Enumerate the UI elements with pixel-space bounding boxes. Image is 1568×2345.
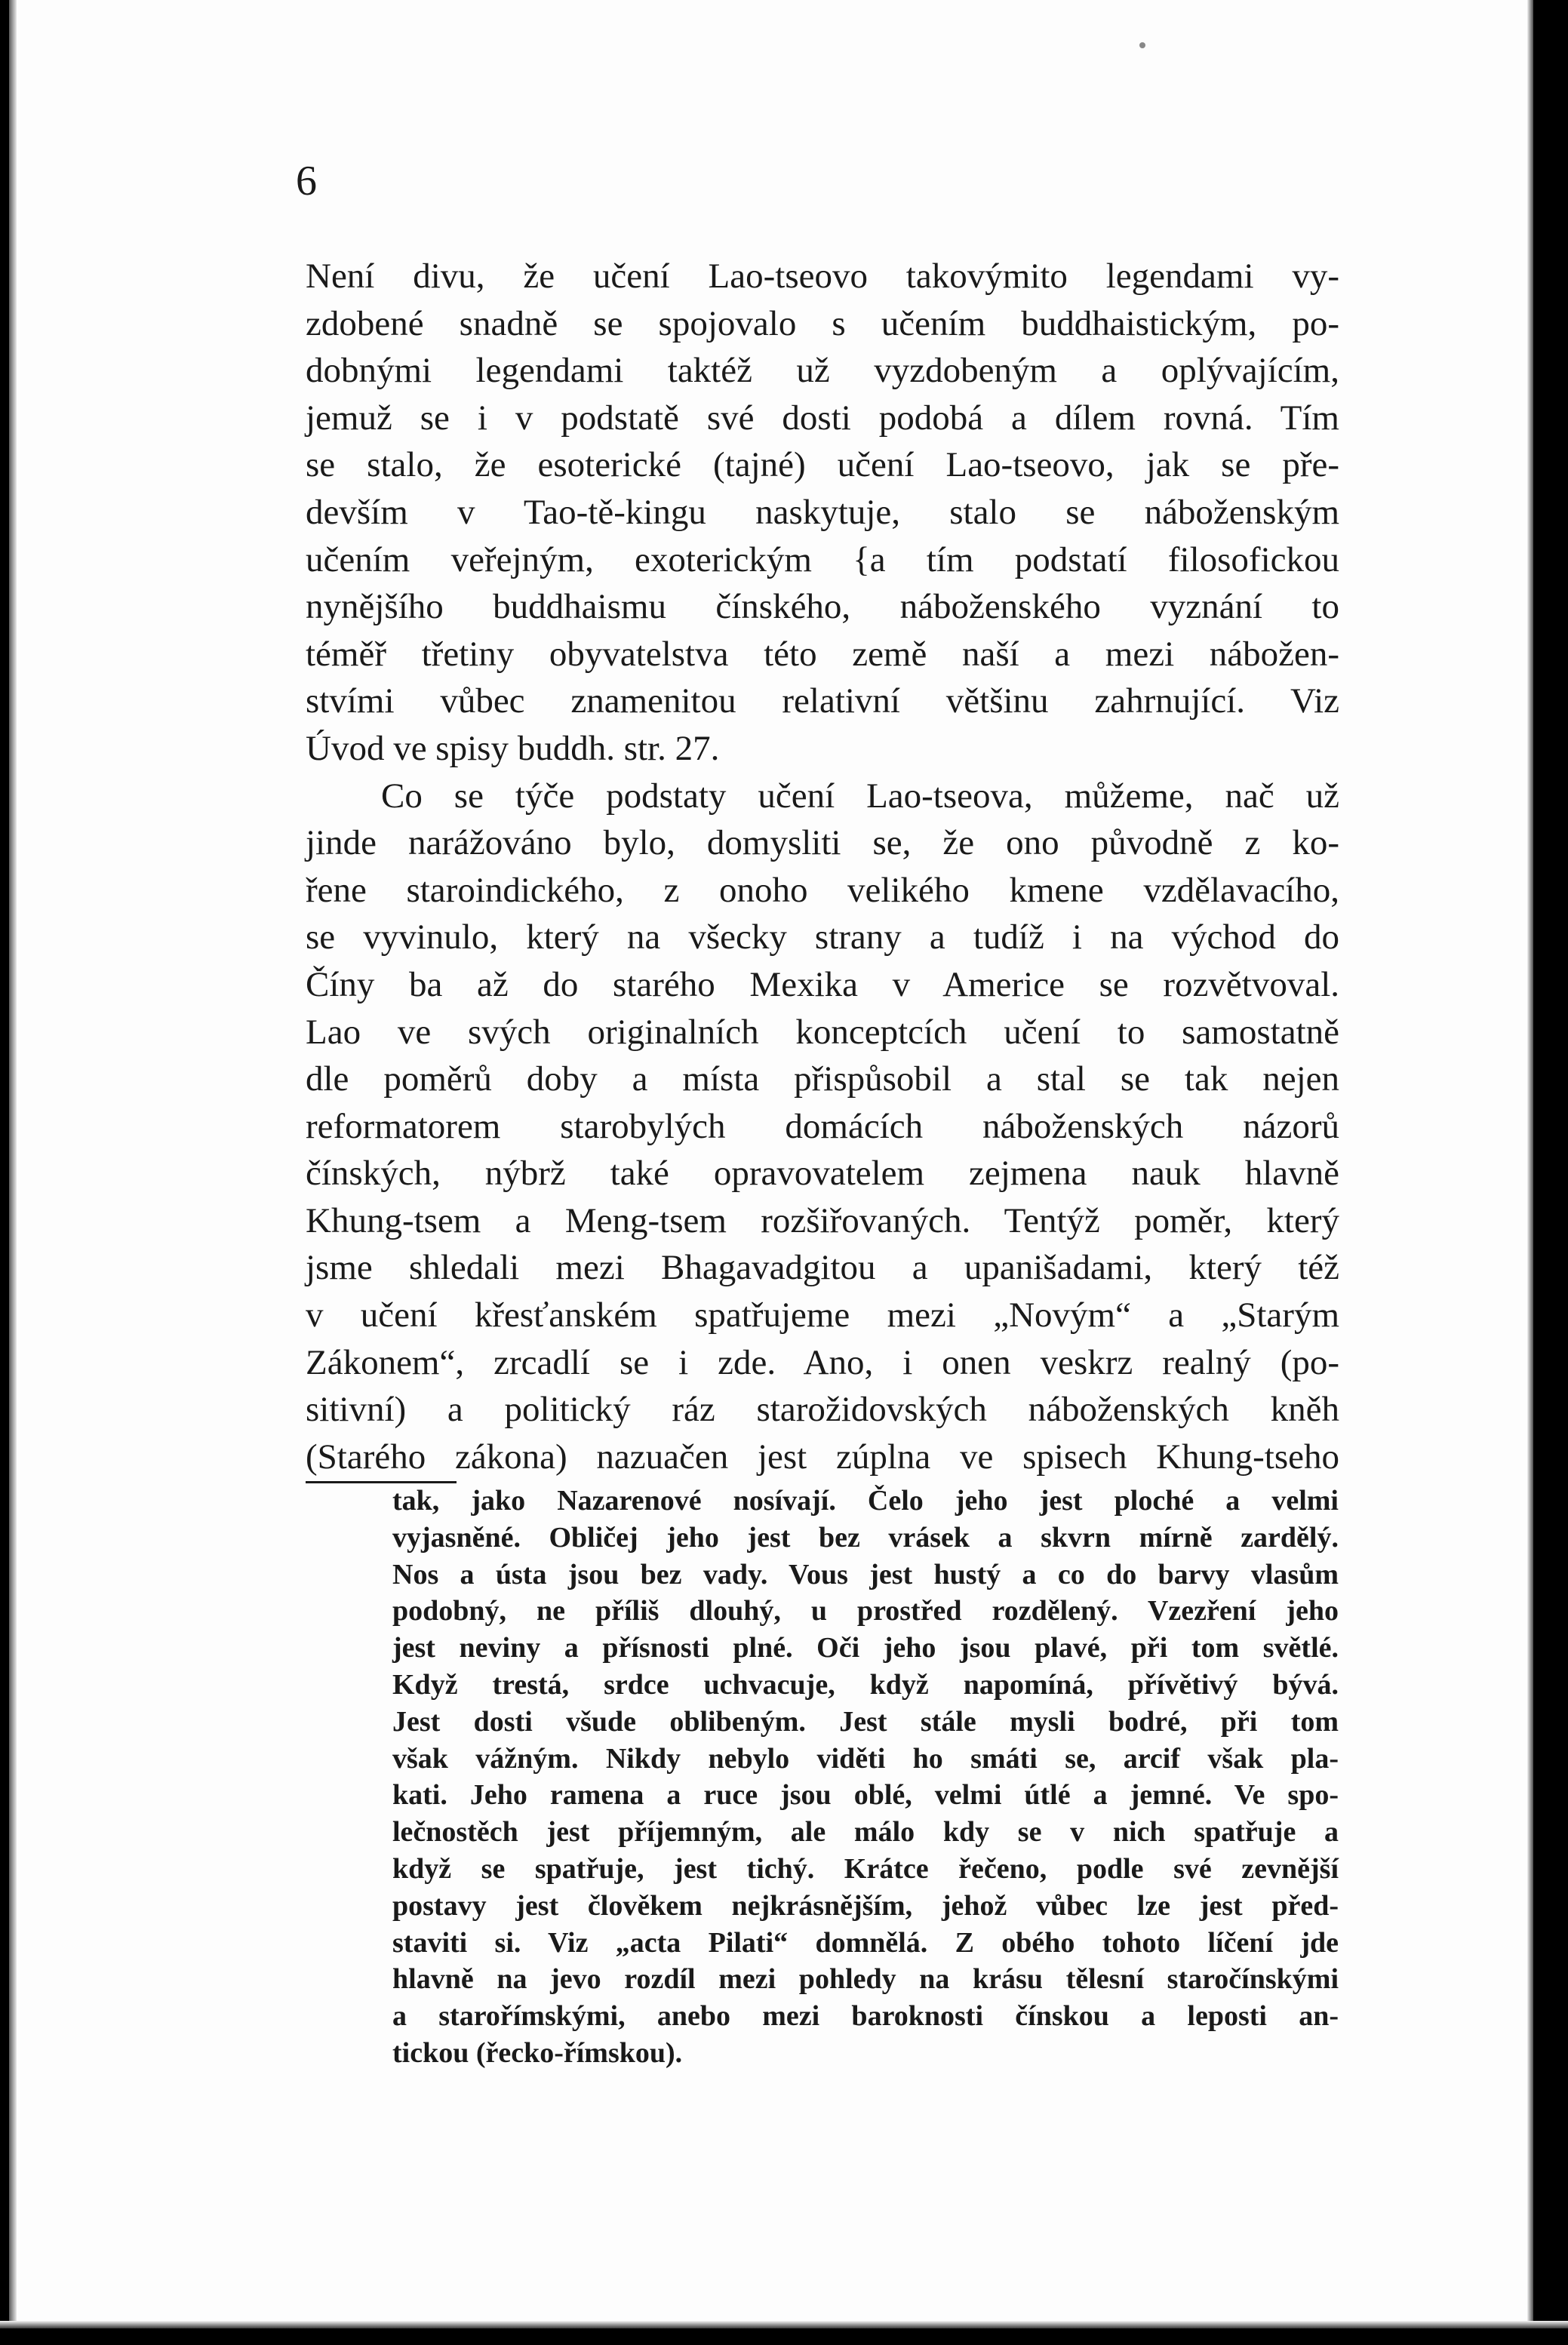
scan-speck [1139, 42, 1145, 48]
footnote-line: postavy jest člověkem nejkrásnějším, jehož vůbec lze jest před- [392, 1889, 1339, 1922]
footnote-line: hlavně na jevo rozdíl mezi pohledy na krásu tělesní staročínskými [392, 1963, 1339, 1996]
body-line: dle poměrů doby a místa přispůsobil a stal se tak nejen [306, 1059, 1339, 1099]
footnote-line: Nos a ústa jsou bez vady. Vous jest hustý a co do barvy vlasům [392, 1558, 1339, 1590]
footnote-line: lečnostěch jest příjemným, ale málo kdy se v nich spatřuje a [392, 1816, 1339, 1849]
body-line: se vyvinulo, který na všecky strany a tudíž i na východ do [306, 917, 1339, 957]
footnote-line: kati. Jeho ramena a ruce jsou oblé, velmi útlé a jemné. Ve spo- [392, 1779, 1339, 1812]
body-text [306, 253, 1339, 1480]
footnote-line: staviti si. Viz „acta Pilati“ domnělá. Z obého tohoto líčení jde [392, 1926, 1339, 1959]
body-line: Co se týče podstaty učení Lao-tseova, můžeme, nač už [381, 776, 1339, 816]
scan-shadow-left [9, 0, 17, 2345]
footnote-line: tickou (řecko-římskou). [392, 2036, 683, 2069]
body-line: sitivní) a politický ráz starožidovských náboženských kněh [306, 1390, 1339, 1430]
body-line: jemuž se i v podstatě své dosti podobá a dílem rovná. Tím [306, 398, 1339, 438]
body-line: Není divu, že učení Lao-tseovo takovýmito legendami vy- [306, 257, 1339, 296]
body-line: jinde narážováno bylo, domysliti se, že ono původně z ko- [306, 823, 1339, 863]
scan-shadow-right [1527, 0, 1533, 2345]
footnote-line: Když trestá, srdce uchvacuje, když napomíná, přívětivý bývá. [392, 1668, 1339, 1701]
scan-border-right [1533, 0, 1568, 2345]
body-line: stvími vůbec znamenitou relativní většinu zahrnující. Viz [306, 681, 1339, 721]
footnote-line: vyjasněné. Obličej jeho jest bez vrásek a skvrn mírně zardělý. [392, 1521, 1339, 1554]
body-line: Úvod ve spisy buddh. str. 27. [306, 728, 720, 768]
footnote-line: však vážným. Nikdy nebylo viděti ho smáti se, arcif však pla- [392, 1742, 1339, 1775]
body-line: nynějšího buddhaismu čínského, náboženského vyznání to [306, 587, 1339, 627]
body-line: čínských, nýbrž také opravovatelem zejmena nauk hlavně [306, 1154, 1339, 1194]
body-line: se stalo, že esoterické (tajné) učení Lao-tseovo, jak se pře- [306, 445, 1339, 485]
footnote-line: když se spatřuje, jest tichý. Krátce řečeno, podle své zevnější [392, 1852, 1339, 1885]
body-line: devším v Tao-tě-kingu naskytuje, stalo se náboženským [306, 492, 1339, 532]
body-line: Khung-tsem a Meng-tsem rozšiřovaných. Tentýž poměr, který [306, 1200, 1339, 1240]
body-line: v učení křesťanském spatřujeme mezi „Novým“ a „Starým [306, 1295, 1339, 1335]
body-line: (Starého zákona) nazuačen jest zúplna ve spisech Khung-tseho [306, 1437, 1339, 1477]
body-line: jsme shledali mezi Bhagavadgitou a upanišadami, který též [306, 1248, 1339, 1288]
body-line: učením veřejným, exoterickým {a tím podstatí filosofickou [306, 539, 1339, 579]
footnote-line: tak, jako Nazarenové nosívají. Čelo jeho jest ploché a velmi [392, 1485, 1339, 1517]
body-line: zdobené snadně se spojovalo s učením buddhaistickým, po- [306, 303, 1339, 343]
scan-border-bottom [0, 2328, 1568, 2345]
scan-border-left [0, 0, 9, 2345]
footnote-line: Jest dosti všude oblibeným. Jest stále mysli bodré, při tom [392, 1705, 1339, 1738]
footnote-text [392, 1483, 1339, 2072]
body-line: téměř třetiny obyvatelstva této země naší a mezi nábožen- [306, 634, 1339, 674]
body-line: Číny ba až do starého Mexika v Americe se rozvětvoval. [306, 964, 1339, 1004]
footnote-line: jest neviny a přísnosti plné. Oči jeho jsou plavé, při tom světlé. [392, 1632, 1339, 1664]
body-line: reformatorem starobylých domácích náboženských názorů [306, 1106, 1339, 1146]
body-line: dobnými legendami taktéž už vyzdobeným a oplývajícím, [306, 351, 1339, 391]
footnote-line: a starořímskými, anebo mezi baroknosti čínskou a leposti an- [392, 2000, 1339, 2033]
scan-shadow-bottom [0, 2321, 1568, 2328]
footnote-line: podobný, ne příliš dlouhý, u prostřed rozdělený. Vzezření jeho [392, 1595, 1339, 1627]
body-line: Lao ve svých originalních konceptcích učení to samostatně [306, 1012, 1339, 1052]
body-line: Zákonem“, zrcadlí se i zde. Ano, i onen veskrz realný (po- [306, 1342, 1339, 1382]
body-line: řene staroindického, z onoho velikého kmene vzdělavacího, [306, 870, 1339, 910]
page-number: 6 [296, 158, 317, 204]
